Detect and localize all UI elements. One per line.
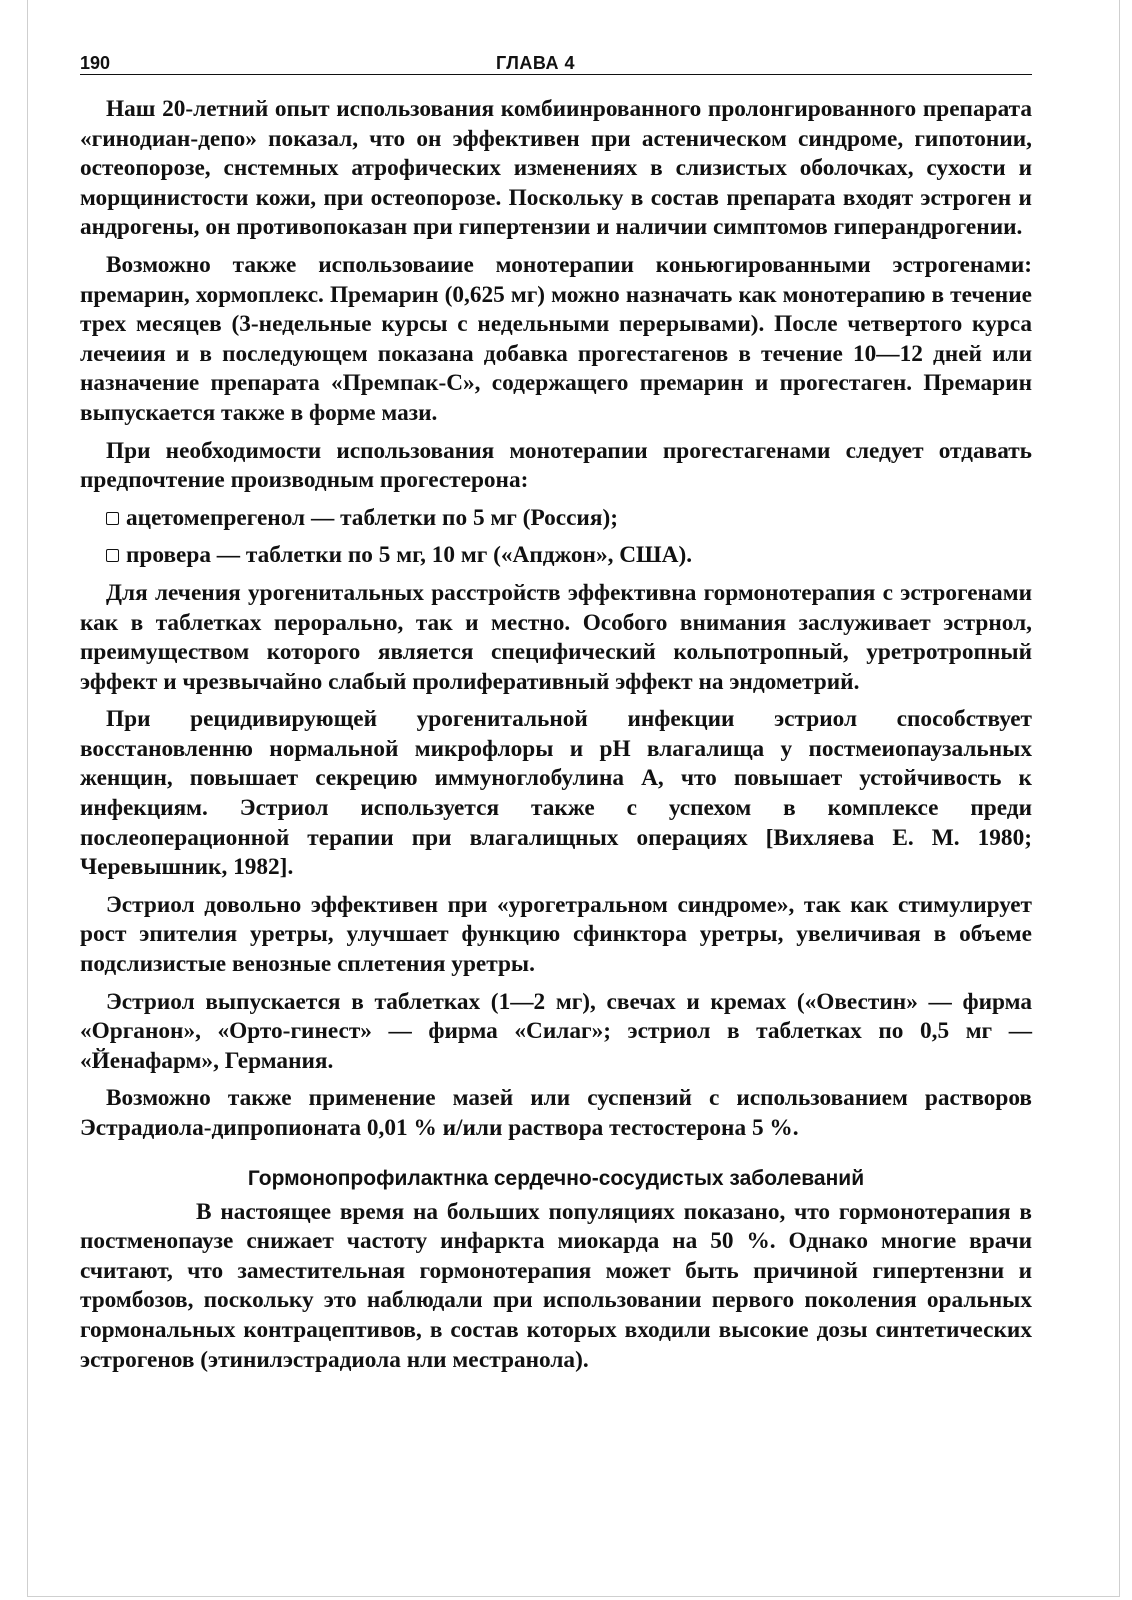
list-item-text: провера — таблетки по 5 мг, 10 мг («Апджон», США). [126,542,693,569]
section-heading: Гормонопрофилактнка сердечно-сосудистых заболеваний [247,1166,865,1190]
list-item [80,504,1032,534]
paragraph-progestagens: При необходимости использования монотерапии прогестагенами следует отдавать предпочтение производным прогестерона: [80,437,1032,494]
paragraph-urethral: Эстриол довольно эффективен при «урогетральном синдроме», так как стимулирует рост эпителия уретры, улучшает функцию сфинктора уретры, увеличивая в объеме подслизистые венозные сплетения уретры. [80,891,1032,978]
checkbox-bullet-icon [106,512,119,525]
paragraph-premarin: Возможно также использоваиие монотерапии коньюгированными эстрогенами: премарин, хормоплекс. Премарин (0,625 мг) можно назначать как монотерапию в течение трех месяцев (3-недельные курсы с недельными перерывами). После четвертого курса лечеиия и в последующем показана добавка прогестагенов в течение 10—12 дней или назначение препарата «Премпак-С», содержащего премарин и прогестаген. Премарин выпускается также в форме мази. [80,251,1032,426]
checkbox-bullet-icon [106,549,119,562]
list-item [80,541,1032,571]
paragraph-estriol-forms: Эстриол выпускается в таблетках (1—2 мг), свечах и кремах («Овестин» — фирма «Органон», «Орто-гинест» — фирма «Силаг»; эстриол в таблетках по 0,5 мг — «Йенафарм», Германия. [80,988,1032,1074]
running-header [80,50,1032,75]
paragraph-ointments: Возможно также применение мазей или суспензий с использованием растворов Эстрадиола-дипропионата 0,01 % и/или раствора тестостерона 5 %. [80,1085,1032,1141]
page-number: 190 [80,53,111,73]
paragraph-cardiovascular: В настоящее время на больших популяциях показано, что гормонотерапия в постменопаузе снижает частоту инфаркта миокарда на 50 %. Однако многие врачи считают, что заместительная гормонотерапия может быть причиной гипертензни и тромбозов, поскольку это наблюдали при использовании первого поколения оральных гормональных контрацептивов, в состав которых входили высокие дозы синтетических эстрогенов (этинилэстрадиола нли местранола). [80,1198,1032,1373]
paragraph-urogenital: Для лечения урогенитальных расстройств эффективна гормонотерапия с эстрогенами как в таблетках перорально, так и местно. Особого внимания заслуживает эстрнол, преимуществом которого является специфический кольпотропный, уретротропный эффект и чрезвычайно слабый пролиферативный эффект на эндометрий. [80,579,1032,695]
paragraph-infection: При рецидивирующей урогенитальной инфекции эстриол способствует восстановленню нормальной микрофлоры и pH влагалища у постмеиопаузальных женщин, повышает секрецию иммуноглобулина А, что повышает устойчивость к инфекциям. Эстриол используется также с успехом в комплексе преди послеоперационной терапии при влагалищных операциях [Вихляева Е. М. 1980; Черевышник, 1982]. [80,706,1032,881]
book-page [80,50,1032,1383]
list-item-text: ацетомепрегенол — таблетки по 5 мг (Россия); [126,504,618,531]
paragraph-ginodian: Наш 20-летний опыт использования комбиинрованного пролонгированного препарата «гинодиан-депо» показал, что он эффективен при астеническом синдроме, гипотонии, остеопорозе, снстемных атрофических изменениях в слизистых оболочках, сухости и морщинистости кожи, при остеопорозе. Поскольку в состав препарата входят эстроген и андрогены, он противопоказан при гипертензии и наличии симптомов гиперандрогении. [80,96,1032,241]
chapter-title: ГЛАВА 4 [496,53,575,73]
drug-list [80,504,1032,571]
